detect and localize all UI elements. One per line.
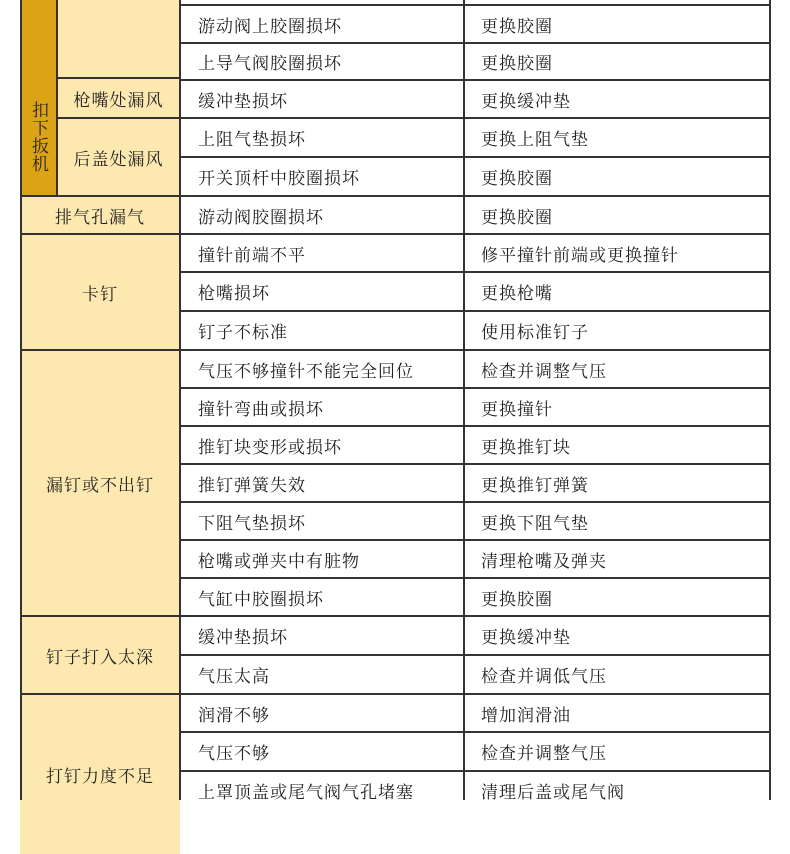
group-cell-trigger [20,78,57,196]
fix-cell: 清理枪嘴及弹夹 [464,540,769,578]
grid-line [180,79,770,81]
cause-cell: 上罩顶盖或尾气阀气孔堵塞 [181,771,463,810]
grid-line [57,117,180,119]
grid-line [769,0,771,800]
fix-cell: 更换胶圈 [464,578,769,616]
category-label: 钉子打入太深 [46,647,154,668]
fix-cell: 更换胶圈 [464,196,769,234]
grid-line [20,693,180,695]
grid-line [180,615,770,617]
cause-cell: 游动阀胶圈损坏 [181,196,463,234]
grid-line [20,615,180,617]
fix-cell: 增加润滑油 [464,694,769,732]
category-cell [20,616,180,694]
fix-cell: 更换胶圈 [464,43,769,80]
fix-cell: 修平撞针前端或更换撞针 [464,234,769,272]
grid-line [180,42,770,44]
sub-group-cell [57,78,180,118]
cause-cell: 推钉块变形或损坏 [181,426,463,464]
grid-line [20,0,22,800]
grid-line [20,233,180,235]
cause-cell: 气压不够撞针不能完全回位 [181,350,463,388]
grid-line [180,349,770,351]
fix-cell: 使用标准钉子 [464,311,769,350]
cause-cell: 撞针前端不平 [181,234,463,272]
cause-cell: 上阻气垫损坏 [181,118,463,157]
sub-group-cell [57,0,180,78]
category-label: 打钉力度不足 [46,766,154,787]
category-cell [20,196,180,234]
grid-line [180,770,770,772]
grid-line [57,77,180,79]
cause-cell: 缓冲垫损坏 [181,616,463,655]
fix-cell: 更换胶圈 [464,157,769,196]
grid-line [180,271,770,273]
category-label: 漏钉或不出钉 [46,475,154,496]
fix-cell: 更换缓冲垫 [464,616,769,655]
category-cell [20,350,180,616]
grid-line [180,195,770,197]
fix-cell: 更换推钉弹簧 [464,464,769,502]
grid-line [20,349,180,351]
cause-cell: 气压太高 [181,655,463,694]
grid-line [180,539,770,541]
grid-line [180,310,770,312]
cause-cell: 推钉弹簧失效 [181,464,463,502]
grid-line [180,425,770,427]
grid-line [180,4,770,6]
cause-cell: 游动阀上胶圈损坏 [181,5,463,43]
grid-line [179,0,181,800]
grid-line [180,501,770,503]
sub-group-label: 后盖处漏风 [73,149,164,170]
sub-group-cell [57,118,180,196]
fix-cell: 更换撞针 [464,388,769,426]
fix-cell: 检查并调低气压 [464,655,769,694]
grid-line [180,577,770,579]
cause-cell: 开关顶杆中胶圈损坏 [181,157,463,196]
cause-cell: 枪嘴或弹夹中有脏物 [181,540,463,578]
sub-group-label: 枪嘴处漏风 [73,90,164,111]
fix-cell: 检查并调整气压 [464,732,769,771]
group-cell [20,0,57,78]
grid-line [463,0,465,800]
cause-cell: 下阻气垫损坏 [181,502,463,540]
grid-line [180,693,770,695]
fix-cell: 清理后盖或尾气阀 [464,771,769,810]
grid-line [180,387,770,389]
cause-cell: 钉子不标准 [181,311,463,350]
fix-cell: 更换上阻气垫 [464,118,769,157]
cause-cell: 撞针弯曲或损坏 [181,388,463,426]
cause-cell: 上导气阀胶圈损坏 [181,43,463,80]
grid-line [56,0,58,196]
category-label: 卡钉 [82,284,118,305]
cause-cell: 润滑不够 [181,694,463,732]
group-label: 扣下扳机 [28,101,48,173]
cause-cell: 气压不够 [181,732,463,771]
cause-cell: 枪嘴损坏 [181,272,463,311]
grid-line [180,463,770,465]
fix-cell: 更换推钉块 [464,426,769,464]
cause-cell: 气缸中胶圈损坏 [181,578,463,616]
grid-line [180,731,770,733]
fix-cell: 更换缓冲垫 [464,80,769,118]
grid-line [20,195,180,197]
grid-line [180,117,770,119]
grid-line [180,654,770,656]
fix-cell: 更换胶圈 [464,5,769,43]
category-cell [20,694,180,854]
cause-cell: 缓冲垫损坏 [181,80,463,118]
fix-cell: 更换下阻气垫 [464,502,769,540]
grid-line [180,156,770,158]
fix-cell: 检查并调整气压 [464,350,769,388]
category-cell [20,234,180,350]
fix-cell: 更换枪嘴 [464,272,769,311]
category-label: 排气孔漏气 [55,207,145,228]
grid-line [180,233,770,235]
